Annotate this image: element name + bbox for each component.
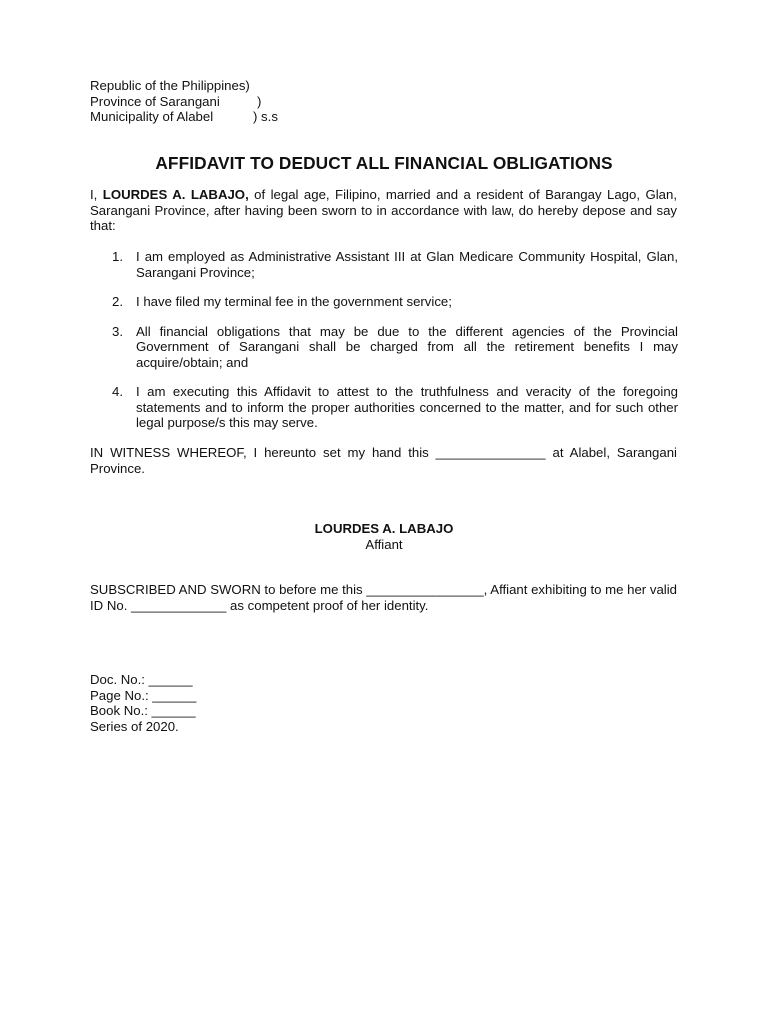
list-item-text: I have filed my terminal fee in the government service; xyxy=(136,294,452,309)
list-item xyxy=(90,294,678,310)
list-item-number: 3. xyxy=(112,323,123,339)
affiant-signature-block xyxy=(90,521,678,552)
venue-block xyxy=(90,78,390,125)
list-item-text: I am executing this Affidavit to attest to the truthfulness and veracity of the foregoing statements and to inform the proper authorities concerned to the matter, and for such other legal purpose/s this may serve. xyxy=(136,384,678,430)
venue-province-mark: ) xyxy=(257,93,262,109)
series-line: Series of 2020. xyxy=(90,718,179,734)
witness-paragraph: IN WITNESS WHEREOF, I hereunto set my hand this _______________ at Alabel, Sarangani Province. xyxy=(90,445,677,476)
venue-republic-text: Republic of the Philippines) xyxy=(90,78,250,93)
list-item-number: 2. xyxy=(112,294,123,309)
venue-line-municipality xyxy=(90,109,390,125)
list-item-text: All financial obligations that may be due to the different agencies of the Provincial Government of Sarangani shall be charged from all the retirement benefits I may acquire/obtain; and xyxy=(136,323,678,370)
affiant-name-inline: LOURDES A. LABAJO, xyxy=(102,187,249,202)
intro-rest: of legal age, Filipino, married and a resident of Barangay Lago, Glan, Sarangani Province, after having been sworn to in accordance with law, do hereby depose and say that: xyxy=(90,187,677,233)
statement-list xyxy=(90,249,678,445)
intro-paragraph xyxy=(90,187,677,234)
doc-number-line: Doc. No.: ______ xyxy=(90,672,193,687)
book-number-line: Book No.: ______ xyxy=(90,703,196,718)
list-item-number: 1. xyxy=(112,249,123,264)
list-item xyxy=(90,249,678,280)
document-title: AFFIDAVIT TO DEDUCT ALL FINANCIAL OBLIGATIONS xyxy=(155,153,613,173)
list-item xyxy=(90,324,678,371)
venue-municipality-mark: ) s.s xyxy=(253,109,278,124)
list-item xyxy=(90,384,678,431)
intro-prefix: I, xyxy=(90,187,103,202)
venue-line-province xyxy=(90,94,390,110)
notarial-register-block xyxy=(90,672,340,734)
list-item-number: 4. xyxy=(112,384,123,399)
jurat-paragraph: SUBSCRIBED AND SWORN to before me this ________________, Affiant exhibiting to me her valid ID No. _____________ as competent proof of her identity. xyxy=(90,582,677,613)
venue-province-text: Province of Sarangani xyxy=(90,93,220,109)
affiant-role: Affiant xyxy=(365,536,403,552)
list-item-text: I am employed as Administrative Assistant III at Glan Medicare Community Hospital, Glan, Sarangani Province; xyxy=(136,249,678,280)
venue-line-republic xyxy=(90,78,390,94)
affiant-name: LOURDES A. LABAJO xyxy=(314,521,454,536)
venue-municipality-text: Municipality of Alabel xyxy=(90,109,214,124)
page-number-line: Page No.: ______ xyxy=(90,687,197,703)
